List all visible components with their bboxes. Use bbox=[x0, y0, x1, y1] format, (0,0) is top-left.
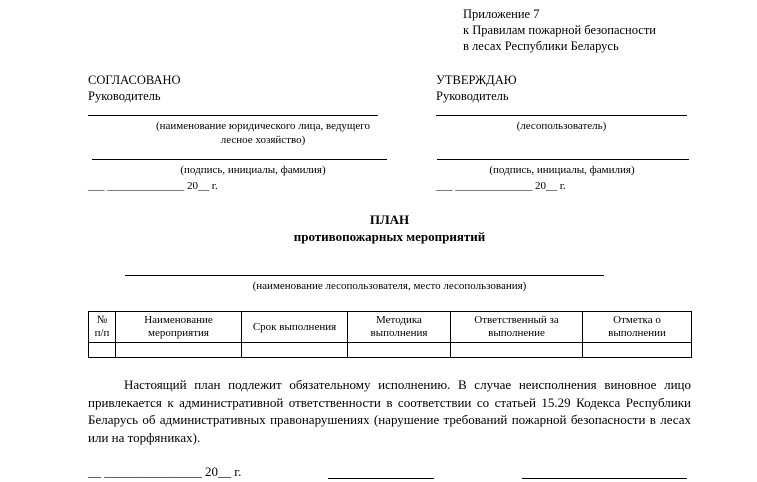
table-cell bbox=[583, 343, 692, 358]
footer-signature-line bbox=[328, 478, 434, 479]
approve-signature-caption: (подпись, инициалы, фамилия) bbox=[489, 164, 635, 176]
header-cell-number: № п/п bbox=[89, 312, 116, 343]
table-cell bbox=[242, 343, 348, 358]
header-cell-method: Методика выполнения bbox=[348, 312, 451, 343]
table-header-row bbox=[89, 312, 692, 343]
agreed-signature-caption: (подпись, инициалы, фамилия) bbox=[180, 164, 326, 176]
agreed-org-caption-1: (наименование юридического лица, ведущего bbox=[155, 120, 371, 132]
approve-signature-line bbox=[437, 159, 689, 160]
appendix-number: Приложение 7 bbox=[463, 7, 540, 21]
footer-date: __ _______________ 20__ г. bbox=[88, 464, 242, 479]
plan-table bbox=[88, 311, 692, 358]
agreed-signature-line bbox=[92, 159, 387, 160]
agreed-org-caption-2: лесное хозяйство) bbox=[220, 134, 306, 146]
plan-subtitle: противопожарных мероприятий bbox=[293, 229, 486, 244]
table-cell bbox=[116, 343, 242, 358]
obligation-text: Настоящий план подлежит обязательному исполнению. В случае неисполнения виновное лицо привлекается к административной ответственности в соответствии со статьей 15.29 Кодекса Республики Беларусь об административных правонарушениях (нарушение требований пожарной безопасности в лесах или на торфяниках). bbox=[88, 377, 691, 445]
header-cell-deadline: Срок выполнения bbox=[242, 312, 348, 343]
table-row bbox=[89, 343, 692, 358]
table-cell bbox=[451, 343, 583, 358]
appendix-reference: к Правилам пожарной безопасности bbox=[463, 23, 656, 37]
approve-user-caption: (лесопользователь) bbox=[516, 120, 607, 132]
approve-user-line bbox=[436, 115, 687, 116]
table-cell bbox=[89, 343, 116, 358]
forest-user-caption: (наименование лесопользователя, место лесопользования) bbox=[252, 280, 527, 292]
agreed-role: Руководитель bbox=[88, 89, 161, 103]
plan-title: ПЛАН bbox=[369, 212, 410, 227]
table-cell bbox=[348, 343, 451, 358]
header-cell-completion-mark: Отметка о выполнении bbox=[583, 312, 692, 343]
footer-name-line bbox=[522, 478, 687, 479]
appendix-region: в лесах Республики Беларусь bbox=[463, 39, 619, 53]
forest-user-line bbox=[125, 275, 604, 276]
agreed-date: ___ ______________ 20__ г. bbox=[88, 180, 218, 192]
agreed-heading: СОГЛАСОВАНО bbox=[88, 73, 181, 87]
header-cell-responsible: Ответственный за выполнение bbox=[451, 312, 583, 343]
obligation-paragraph bbox=[88, 376, 691, 446]
agreed-org-line bbox=[88, 115, 378, 116]
approve-role: Руководитель bbox=[436, 89, 509, 103]
header-cell-activity: Наименование мероприятия bbox=[116, 312, 242, 343]
approve-heading: УТВЕРЖДАЮ bbox=[436, 73, 517, 87]
approve-date: ___ ______________ 20__ г. bbox=[436, 180, 566, 192]
